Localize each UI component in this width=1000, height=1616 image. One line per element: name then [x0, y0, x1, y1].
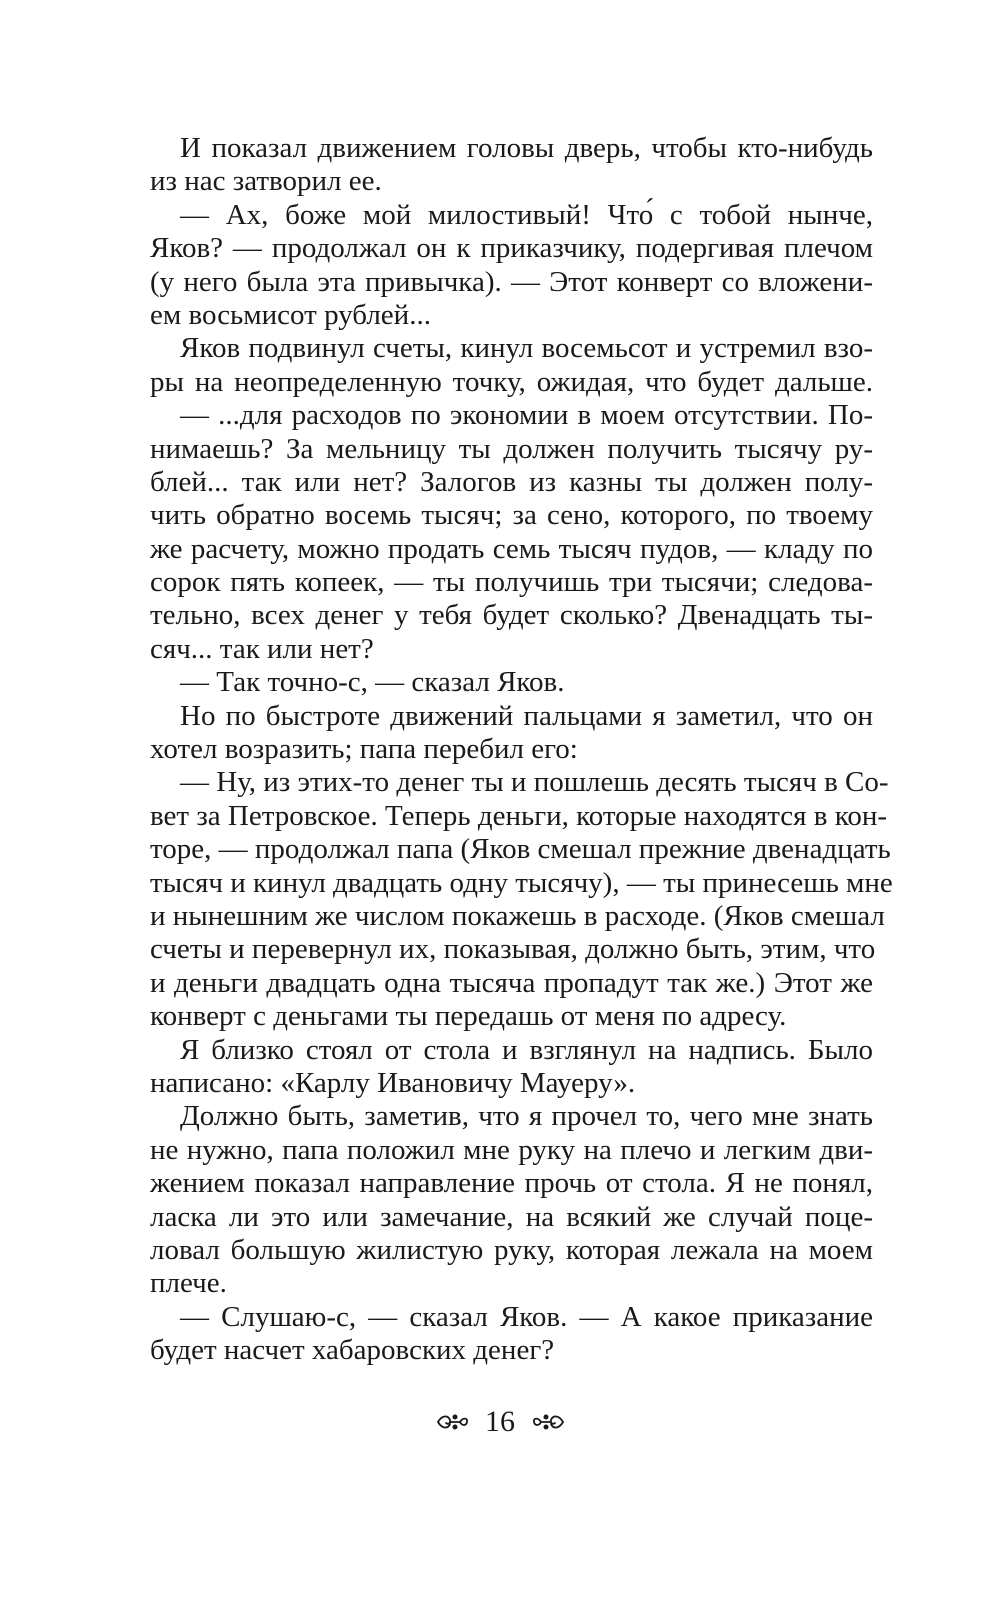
text-line: Яков подвинул счеты, кинул восемьсот и устремил взо-: [180, 332, 873, 365]
text-line: нимаешь? За мельницу ты должен получить тысячу ру-: [150, 432, 873, 465]
text-line: ловал большую жилистую руку, которая лежала на моем: [150, 1233, 873, 1266]
text-line: и деньги двадцать одна тысяча пропадут так же.) Этот же: [150, 966, 873, 999]
text-line: сяч... так или нет?: [150, 632, 374, 665]
text-line: счеты и перевернул их, показывая, должно быть, этим, что: [150, 933, 876, 966]
text-line: — Слушаю-с, — сказал Яков. — А какое приказание: [180, 1300, 873, 1333]
text-line: Яков? — продолжал он к приказчику, подергивая плечом: [150, 232, 873, 265]
text-line: плече.: [150, 1267, 227, 1300]
page-footer: [0, 1400, 1000, 1442]
text-line: вет за Петровское. Теперь деньги, которые находятся в кон-: [150, 799, 888, 832]
text-line: конверт с деньгами ты передашь от меня по адресу.: [150, 1000, 787, 1033]
text-line: ем восьмисот рублей...: [150, 298, 431, 331]
text-line: будет насчет хабаровских денег?: [150, 1334, 555, 1367]
text-line: торе, — продолжал папа (Яков смешал прежние двенадцать: [150, 833, 891, 866]
text-line: — Ах, боже мой милостивый! Что́ с тобой нынче,: [180, 198, 873, 231]
text-line: — ...для расходов по экономии в моем отсутствии. По-: [180, 399, 873, 432]
page-body-text: [150, 132, 893, 1367]
text-line: не нужно, папа положил мне руку на плечо и легким дви-: [150, 1133, 873, 1166]
text-line: И показал движением головы дверь, чтобы кто-нибудь: [180, 132, 873, 164]
text-line: тельно, всех денег у тебя будет сколько? Двенадцать ты-: [150, 599, 873, 632]
text-line: и нынешним же числом покажешь в расходе. (Яков смешал: [150, 899, 885, 932]
text-line: сорок пять копеек, — ты получишь три тысячи; следова-: [150, 566, 873, 599]
text-line: тысяч и кинул двадцать одну тысячу), — ты принесешь мне: [150, 866, 893, 899]
text-line: — Ну, из этих-то денег ты и пошлешь десять тысяч в Со-: [180, 766, 889, 799]
text-line: ласка ли это или замечание, на всякий же случай поце-: [150, 1200, 873, 1233]
text-line: написано: «Карлу Ивановичу Мауеру».: [150, 1066, 636, 1099]
text-line: (у него была эта привычка). — Этот конверт со вложени-: [150, 265, 873, 298]
flourish-left-icon: [436, 1411, 470, 1433]
text-line: же расчету, можно продать семь тысяч пудов, — кладу по: [150, 532, 873, 565]
text-line: жением показал направление прочь от стола. Я не понял,: [150, 1167, 873, 1200]
text-line: Но по быстроте движений пальцами я заметил, что он: [180, 699, 873, 732]
text-line: чить обратно восемь тысяч; за сено, которого, по твоему: [150, 499, 873, 532]
text-line: — Так точно-с, — сказал Яков.: [180, 666, 565, 699]
text-line: из нас затворил ее.: [150, 165, 382, 198]
text-line: хотел возразить; папа перебил его:: [150, 733, 578, 766]
text-line: блей... так или нет? Залогов из казны ты должен полу-: [150, 465, 873, 498]
text-line: Я близко стоял от стола и взглянул на надпись. Было: [180, 1033, 873, 1066]
flourish-right-icon: [531, 1411, 565, 1433]
text-line: ры на неопределенную точку, ожидая, что будет дальше.: [150, 365, 873, 398]
page-number: 16: [485, 1405, 515, 1439]
text-line: Должно быть, заметив, что я прочел то, чего мне знать: [180, 1100, 873, 1133]
